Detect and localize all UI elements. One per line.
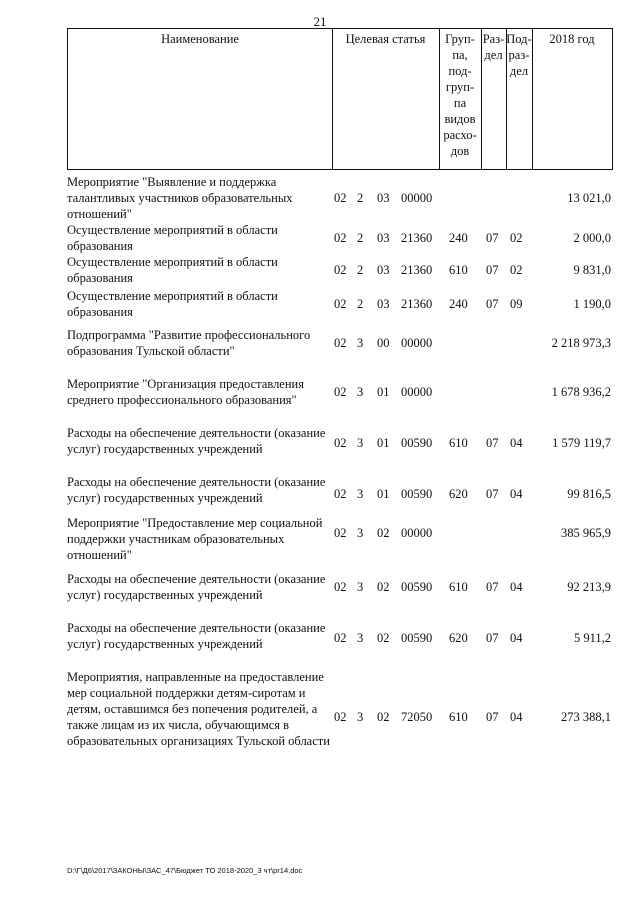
row-amount: 1 190,0 [573,297,611,311]
row-code-rz: 07 [486,297,499,311]
row-code-d: 00590 [401,436,433,450]
row-code-c: 03 [377,191,390,205]
row-code-vr: 610 [449,436,468,450]
header-subsection: Под- раз- дел [506,32,532,78]
row-amount: 2 218 973,3 [551,336,611,350]
row-code-rz: 07 [486,436,499,450]
row-name: Расходы на обеспечение деятельности (оказание услуг) государственных учреждений [67,621,326,651]
row-code-d: 00590 [401,631,433,645]
row-code-pr: 04 [510,631,523,645]
row-code-d: 00590 [401,580,433,594]
row-code-d: 21360 [401,297,433,311]
row-code-c: 02 [377,710,390,724]
header-target: Целевая статья [345,32,426,46]
row-code-b: 3 [357,336,364,350]
row-code-c: 01 [377,487,390,501]
row-name: Мероприятие "Выявление и поддержка талантливых участников образовательных отношений" [67,175,293,221]
row-code-c: 01 [377,385,390,399]
row-name: Мероприятие "Организация предоставления среднего профессионального образования" [67,377,304,407]
row-code-rz: 07 [486,580,499,594]
header-group: Груп- па, под- груп- па видов расхо- дов [443,32,477,158]
row-code-a: 02 [334,631,347,645]
row-code-c: 01 [377,436,390,450]
column-divider [332,29,333,169]
row-code-a: 02 [334,191,347,205]
row-code-a: 02 [334,526,347,540]
row-name: Расходы на обеспечение деятельности (оказание услуг) государственных учреждений [67,426,326,456]
row-name: Расходы на обеспечение деятельности (оказание услуг) государственных учреждений [67,475,326,505]
row-name: Подпрограмма "Развитие профессионального образования Тульской области" [67,328,311,358]
row-code-vr: 620 [449,631,468,645]
row-code-vr: 620 [449,487,468,501]
row-code-a: 02 [334,263,347,277]
row-amount: 385 965,9 [561,526,611,540]
file-path: D:\Г\Д6\2017\ЗАКОНЫ\ЗАС_47\Бюджет ТО 2018-2020_3 чт\pr14.doc [67,866,303,875]
row-code-b: 2 [357,263,364,277]
row-name: Мероприятие "Предоставление мер социальной поддержки участникам образовательных отношений" [67,516,323,562]
row-code-d: 21360 [401,231,433,245]
row-code-b: 3 [357,385,364,399]
row-amount: 5 911,2 [573,631,611,645]
header-year: 2018 год [549,32,595,46]
row-code-vr: 610 [449,710,468,724]
row-code-rz: 07 [486,710,499,724]
row-code-pr: 04 [510,710,523,724]
row-code-rz: 07 [486,487,499,501]
row-code-a: 02 [334,436,347,450]
table-header [67,28,613,170]
row-code-d: 21360 [401,263,433,277]
row-code-pr: 02 [510,263,523,277]
row-code-rz: 07 [486,263,499,277]
row-code-c: 03 [377,231,390,245]
header-name: Наименование [161,32,239,46]
row-name: Осуществление мероприятий в области образования [67,289,278,319]
row-amount: 2 000,0 [573,231,611,245]
row-name: Расходы на обеспечение деятельности (оказание услуг) государственных учреждений [67,572,326,602]
row-code-pr: 09 [510,297,523,311]
row-code-rz: 07 [486,631,499,645]
row-code-a: 02 [334,580,347,594]
row-code-a: 02 [334,297,347,311]
row-amount: 1 579 119,7 [552,436,611,450]
row-code-pr: 04 [510,436,523,450]
row-code-b: 2 [357,297,364,311]
row-code-b: 2 [357,231,364,245]
row-code-c: 03 [377,263,390,277]
row-code-b: 2 [357,191,364,205]
row-code-vr: 610 [449,580,468,594]
row-name: Осуществление мероприятий в области образования [67,223,278,253]
row-code-c: 00 [377,336,390,350]
row-code-b: 3 [357,526,364,540]
row-code-vr: 610 [449,263,468,277]
row-code-c: 02 [377,631,390,645]
row-code-a: 02 [334,385,347,399]
row-code-b: 3 [357,580,364,594]
row-code-vr: 240 [449,297,468,311]
row-code-c: 03 [377,297,390,311]
row-code-d: 00000 [401,191,433,205]
row-amount: 99 816,5 [567,487,611,501]
row-code-d: 00000 [401,336,433,350]
header-section: Раз- дел [482,32,505,62]
row-name: Осуществление мероприятий в области образования [67,255,278,285]
column-divider [532,29,533,169]
row-code-c: 02 [377,526,390,540]
row-amount: 13 021,0 [567,191,611,205]
row-code-d: 72050 [401,710,433,724]
row-amount: 273 388,1 [561,710,611,724]
row-code-pr: 02 [510,231,523,245]
row-code-a: 02 [334,336,347,350]
row-name: Мероприятия, направленные на предоставление мер социальной поддержки детям-сиротам и детям, оставшимся без попечения родителей, а также лицам из их числа, обучающимся в образовательных организациях Тульской области [67,670,330,748]
row-code-b: 3 [357,436,364,450]
row-code-d: 00000 [401,526,433,540]
row-code-a: 02 [334,710,347,724]
row-code-rz: 07 [486,231,499,245]
row-code-b: 3 [357,631,364,645]
row-code-a: 02 [334,231,347,245]
row-code-pr: 04 [510,487,523,501]
row-code-b: 3 [357,487,364,501]
page-number: 21 [313,14,327,29]
row-code-vr: 240 [449,231,468,245]
row-code-d: 00590 [401,487,433,501]
row-code-c: 02 [377,580,390,594]
row-amount: 1 678 936,2 [551,385,611,399]
row-code-b: 3 [357,710,364,724]
row-code-a: 02 [334,487,347,501]
row-code-pr: 04 [510,580,523,594]
row-code-d: 00000 [401,385,433,399]
row-amount: 92 213,9 [567,580,611,594]
row-amount: 9 831,0 [573,263,611,277]
